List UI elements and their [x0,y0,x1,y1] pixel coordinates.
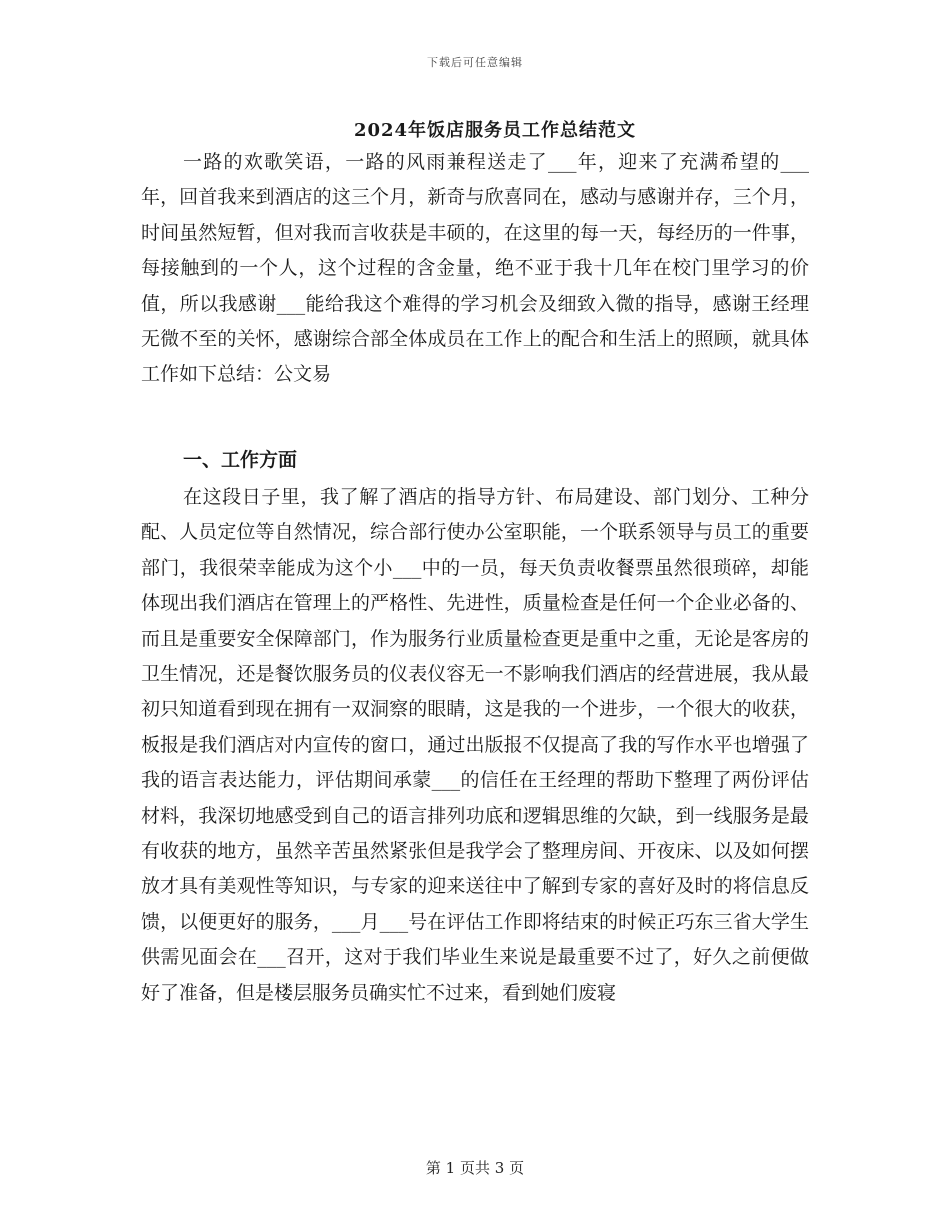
document-title: 2024年饭店服务员工作总结范文 [353,120,637,141]
header-note: 下载后可任意编辑 [427,56,523,69]
section-paragraph: 在这段日子里，我了解了酒店的指导方针、布局建设、部门划分、工种分配、人员定位等自然情况，综合部行使办公室职能，一个联系领导与员工的重要部门，我很荣幸能成为这个小___中的一员，每天负责收餐票虽然很琐碎，却能体现出我们酒店在管理上的严格性、先进性，质量检查是任何一个企业必备的、而且是重要安全保障部门，作为服务行业质量检查更是重中之重，无论是客房的卫生情况，还是餐饮服务员的仪表仪容无一不影响我们酒店的经营进展，我从最初只知道看到现在拥有一双洞察的眼睛，这是我的一个进步，一个很大的收获，板报是我们酒店对内宣传的窗口，通过出版报不仅提高了我的写作水平也增强了我的语言表达能力，评估期间承蒙___的信任在王经理的帮助下整理了两份评估材料，我深切地感受到自己的语言排列功底和逻辑思维的欠缺，到一线服务是最有收获的地方，虽然辛苦虽然紧张但是我学会了整理房间、开夜床、以及如何摆放才具有美观性等知识，与专家的迎来送往中了解到专家的喜好及时的将信息反馈，以便更好的服务，___月___号在评估工作即将结束的时候正巧东三省大学生供需见面会在___召开，这对于我们毕业生来说是最重要不过了，好久之前便做好了准备，但是楼层服务员确实忙不过来，看到她们废寝 [141,486,809,1004]
page-indicator: 第 1 页共 3 页 [425,1159,525,1177]
section-heading: 一、工作方面 [183,449,298,471]
intro-paragraph: 一路的欢歌笑语，一路的风雨兼程送走了___年，迎来了充满希望的___年，回首我来到酒店的这三个月，新奇与欣喜同在，感动与感谢并存，三个月，时间虽然短暂，但对我而言收获是丰硕的，在这里的每一天，每经历的一件事，每接触到的一个人，这个过程的含金量，绝不亚于我十几年在校门里学习的价值，所以我感谢___能给我这个难得的学习机会及细致入微的指导，感谢王经理无微不至的关怀，感谢综合部全体成员在工作上的配合和生活上的照顾，就具体工作如下总结：公文易 [141,151,809,386]
